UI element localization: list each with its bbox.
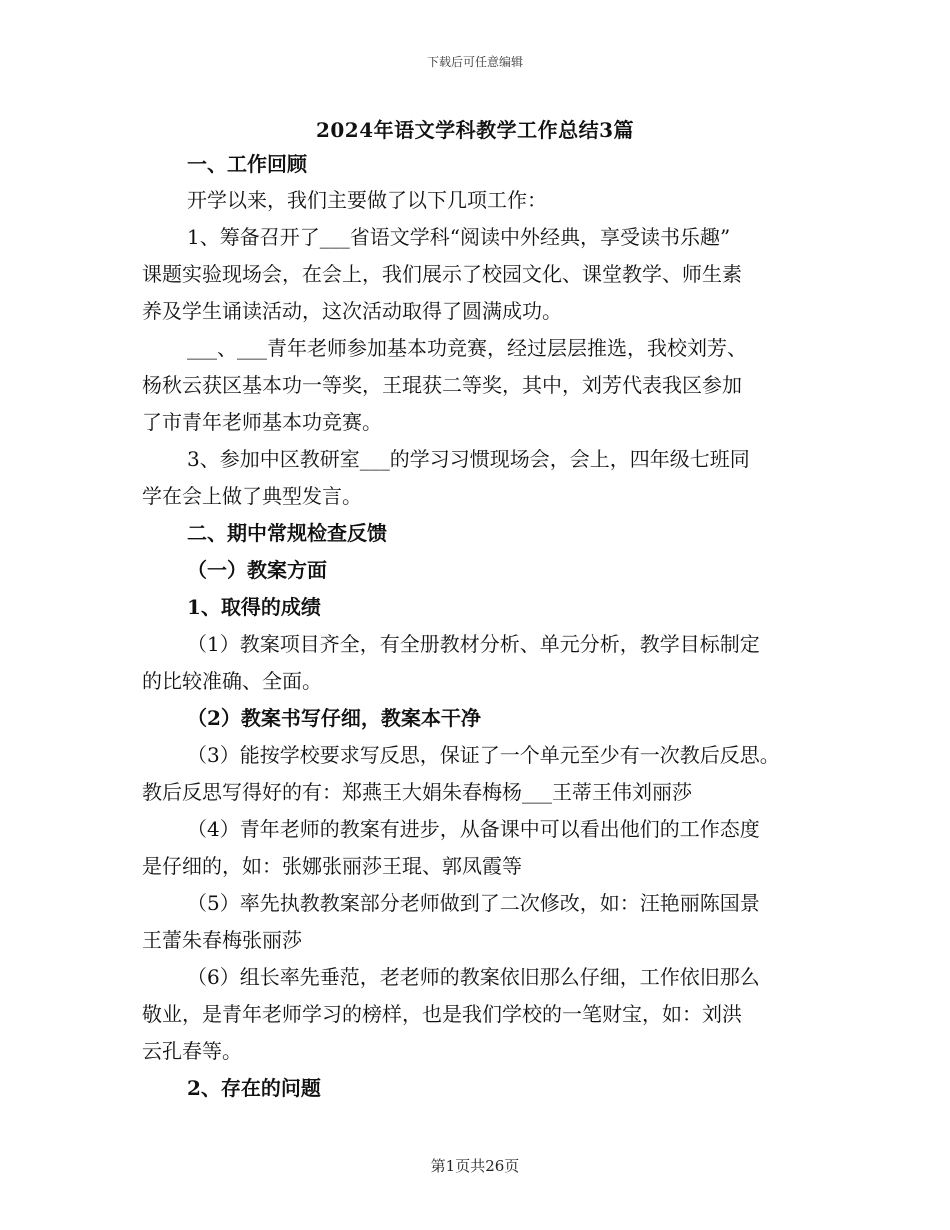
paragraph-line: 是仔细的，如：张娜张丽莎王琨、郭凤霞等 bbox=[142, 854, 522, 878]
paragraph-line: （5）率先执教教案部分老师做到了二次修改，如：汪艳丽陈国景 bbox=[187, 891, 760, 915]
section-heading-1: 一、工作回顾 bbox=[187, 152, 307, 176]
paragraph-line: 3、参加中区教研室___的学习习惯现场会，会上，四年级七班同 bbox=[187, 447, 750, 471]
paragraph-line: 养及学生诵读活动，这次活动取得了圆满成功。 bbox=[142, 299, 562, 323]
subsection-heading: 1、取得的成绩 bbox=[187, 595, 321, 619]
subsection-heading: 2、存在的问题 bbox=[187, 1076, 321, 1100]
paragraph-line: 的比较准确、全面。 bbox=[142, 669, 322, 693]
paragraph-line: 教后反思写得好的有：郑燕王大娟朱春梅杨___王蒂王伟刘丽莎 bbox=[142, 780, 692, 804]
paragraph-line: 了市青年老师基本功竞赛。 bbox=[142, 410, 382, 434]
paragraph-line: 课题实验现场会，在会上，我们展示了校园文化、课堂教学、师生素 bbox=[142, 262, 742, 286]
paragraph-line: 1、筹备召开了___省语文学科“阅读中外经典，享受读书乐趣” bbox=[187, 225, 731, 249]
header-note: 下载后可任意编辑 bbox=[426, 55, 523, 69]
paragraph-line: ___、___青年老师参加基本功竞赛，经过层层推选，我校刘芳、 bbox=[187, 336, 747, 360]
document-title: 2024年语文学科教学工作总结3篇 bbox=[315, 118, 635, 142]
paragraph-line: 王蕾朱春梅张丽莎 bbox=[142, 928, 302, 952]
paragraph-line: （6）组长率先垂范，老老师的教案依旧那么仔细，工作依旧那么 bbox=[187, 965, 760, 989]
paragraph-line: （3）能按学校要求写反思，保证了一个单元至少有一次教后反思。 bbox=[187, 743, 780, 767]
paragraph-line: 学在会上做了典型发言。 bbox=[142, 484, 362, 508]
page-footer: 第1页共26页 bbox=[430, 1157, 520, 1175]
section-heading-2: 二、期中常规检查反馈 bbox=[187, 521, 387, 545]
paragraph-line: （4）青年老师的教案有进步，从备课中可以看出他们的工作态度 bbox=[187, 817, 760, 841]
subsection-heading: （一）教案方面 bbox=[187, 558, 327, 582]
paragraph-line: 云孔春等。 bbox=[142, 1039, 242, 1063]
paragraph-line: 开学以来，我们主要做了以下几项工作： bbox=[187, 188, 547, 212]
paragraph-line: 敬业，是青年老师学习的榜样，也是我们学校的一笔财宝，如：刘洪 bbox=[142, 1002, 742, 1026]
paragraph-line: 杨秋云获区基本功一等奖，王琨获二等奖，其中，刘芳代表我区参加 bbox=[142, 373, 742, 397]
paragraph-line: （1）教案项目齐全，有全册教材分析、单元分析，教学目标制定 bbox=[187, 632, 760, 656]
bold-item: （2）教案书写仔细，教案本干净 bbox=[187, 706, 481, 730]
